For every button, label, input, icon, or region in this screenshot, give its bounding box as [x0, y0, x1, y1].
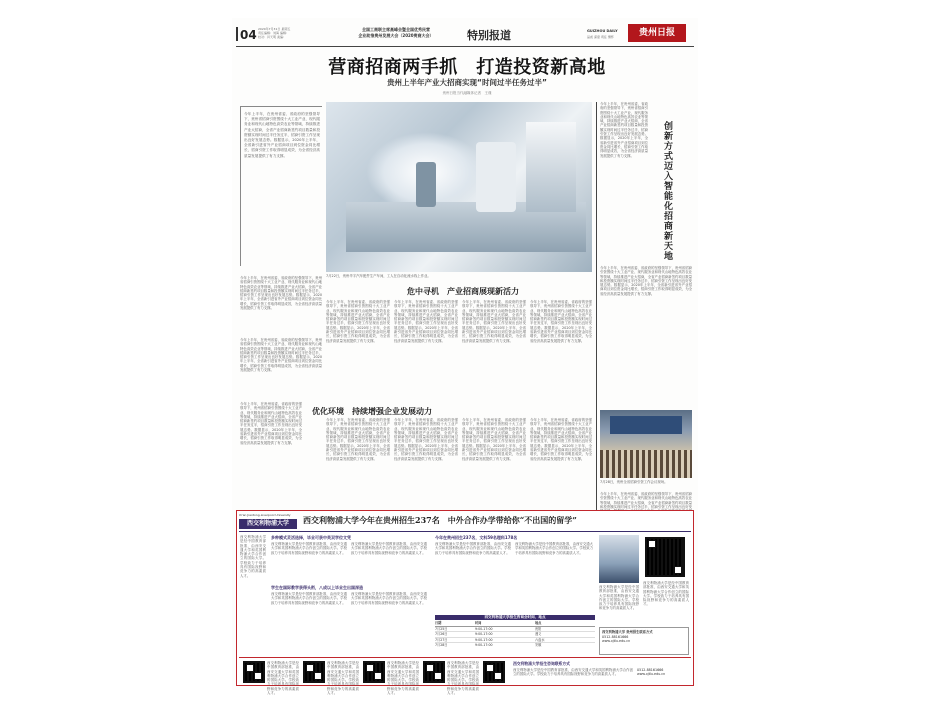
ad-headline: 西交利物浦大学今年在贵州招生237名 中外合作办学带给你“不出国的留学” — [303, 515, 577, 525]
ad-table-title: 西交利物浦大学招生咨询会时间、地点 — [435, 615, 595, 620]
ad-consult-table — [435, 621, 595, 648]
ad-logo-en: Xi'an Jiaotong-Liverpool University — [239, 513, 291, 517]
ad-bottom-text-2: 西交利物浦大学是经中国教育部批准，由西安交通大学和英国利物浦大学合作创立的国际大学。学校致力于培养具有国际视野和竞争力的高素质人才。 — [327, 661, 359, 696]
right-column-rule — [596, 102, 597, 512]
ad-bottom-text-4: 西交利物浦大学是经中国教育部批准，由西安交通大学和英国利物浦大学合作创立的国际大学。学校致力于培养具有国际视野和竞争力的高素质人才。 — [447, 661, 479, 696]
header-rule — [236, 46, 694, 47]
page-number: 04 — [240, 28, 257, 42]
sub-headline: 贵州上半年产业大招商实现“时间过半任务过半” — [387, 78, 547, 87]
left-col-text-2: 今年上半年，在贵州省委、省政府的坚强领导下，贵州省招商引资围绕十大工业产业、现代服务业和现代山地特色高效农业等领域，持续推进产业大招商，全省产业招商新签约项目数量和投资额实现时间过半任务过半，招商引资工作呈现出良好发展态势。数据显示，2020年上半年，全省新引进省外产业招商项目到位资金同比增长，招商引资工作取得明显成效，为全省经济高质量发展提供了有力支撑。 — [240, 338, 322, 373]
event-banner: 全国工商联主席高峰会暨全国优秀民营 企业助推贵州发展大会（2020贵商大会） — [358, 27, 434, 38]
issue-info: 2020年7月31日 星期五 责任编辑：刘海 编辑： 校对：肖天明 美编： — [258, 27, 291, 39]
ad-section2-text: 西交利物浦大学是经中国教育部批准，由西安交通大学和英国利物浦大学合作创立的国际大学。学校致力于培养具有国际视野和竞争力的高素质人才。 — [271, 592, 347, 605]
factory-photo — [326, 102, 592, 272]
byline: 贵州日报当代融媒体记者 王谨 — [442, 91, 492, 95]
ad-qr-code — [645, 537, 685, 577]
ad-section2-text-b: 西交利物浦大学是经中国教育部批准，由西安交通大学和英国利物浦大学合作创立的国际大学。学校致力于培养具有国际视野和竞争力的高素质人才。 — [351, 592, 427, 605]
ad-table-row: 7月25日 9:00-17:00 贵阳 — [435, 627, 595, 633]
ad-section1-title: 多种模式灵活选择，毕业可获中英双学位文凭 — [271, 535, 351, 540]
section-heading-risk: 危中寻机 产业招商展现新活力 — [407, 287, 519, 296]
ad-headline-rule — [239, 531, 691, 532]
ad-website: www.xjtlu.edu.cn — [602, 639, 631, 643]
ad-qr-small-2 — [303, 661, 325, 683]
university-ad — [236, 510, 694, 696]
paper-name-en: GUIZHOU DAILY — [587, 29, 618, 33]
ad-left-margin-text: 西交利物浦大学是经中国教育部批准，由西安交通大学和英国利物浦大学合作创立的国际大学。学校致力于培养具有国际视野和竞争力的高素质人才。 — [240, 535, 266, 578]
ad-logo-bar — [239, 513, 297, 533]
ad-section3-text: 西交利物浦大学是经中国教育部批准，由西安交通大学和英国利物浦大学合作创立的国际大学。学校致力于培养具有国际视野和竞争力的高素质人才。 — [435, 542, 511, 555]
ad-qr-small-4 — [423, 661, 445, 683]
section-heading-optimize: 优化环境 持续增强企业发展动力 — [312, 407, 432, 416]
paper-logo: 贵州日报 — [628, 24, 686, 42]
ad-qr-small-3 — [363, 661, 385, 683]
col-text-c: 今年上半年，在贵州省委、省政府的坚强领导下，贵州省招商引资围绕十大工业产业、现代服务业和现代山地特色高效农业等领域，持续推进产业大招商，全省产业招商新签约项目数量和投资额实现时间过半任务过半，招商引资工作呈现出良好发展态势。数据显示，2020年上半年，全省新引进省外产业招商项目到位资金同比增长，招商引资工作取得明显成效，为全省经济高质量发展提供了有力支撑。 — [462, 300, 526, 343]
right-col-text-a: 今年上半年，在贵州省委、省政府的坚强领导下，贵州省招商引资围绕十大工业产业、现代服务业和现代山地特色高效农业等领域，持续推进产业大招商，全省产业招商新签约项目数量和投资额实现时间过半任务过半，招商引资工作呈现出良好发展态势。数据显示，2020年上半年，全省新引进省外产业招商项目到位资金同比增长，招商引资工作取得明显成效，为全省经济高质量发展提供了有力支撑。 — [600, 102, 648, 158]
ad-phone: 0512-88161666 — [602, 634, 629, 639]
newspaper-page — [232, 18, 698, 696]
ad-table-header: 日期 时间 地点 — [435, 621, 595, 627]
ad-students-photo — [599, 535, 639, 583]
ad-logo-cn: 西交利物浦大学 — [239, 519, 297, 529]
ad-bottom-rule — [239, 657, 691, 658]
col-text-g: 今年上半年，在贵州省委、省政府的坚强领导下，贵州省招商引资围绕十大工业产业、现代服务业和现代山地特色高效农业等领域，持续推进产业大招商，全省产业招商新签约项目数量和投资额实现时间过半任务过半，招商引资工作呈现出良好发展态势。数据显示，2020年上半年，全省新引进省外产业招商项目到位资金同比增长，招商引资工作取得明显成效，为全省经济高质量发展提供了有力支撑。 — [462, 418, 526, 461]
left-col-text-3: 今年上半年，在贵州省委、省政府的坚强领导下，贵州省招商引资围绕十大工业产业、现代服务业和现代山地特色高效农业等领域，持续推进产业大招商，全省产业招商新签约项目数量和投资额实现时间过半任务过半，招商引资工作呈现出良好发展态势。数据显示，2020年上半年，全省新引进省外产业招商项目到位资金同比增长，招商引资工作取得明显成效，为全省经济高质量发展提供了有力支撑。 — [240, 402, 302, 445]
col-text-f: 今年上半年，在贵州省委、省政府的坚强领导下，贵州省招商引资围绕十大工业产业、现代服务业和现代山地特色高效农业等领域，持续推进产业大招商，全省产业招商新签约项目数量和投资额实现时间过半任务过半，招商引资工作呈现出良好发展态势。数据显示，2020年上半年，全省新引进省外产业招商项目到位资金同比增长，招商引资工作取得明显成效，为全省经济高质量发展提供了有力支撑。 — [394, 418, 458, 461]
ad-right-text: 西交利物浦大学是经中国教育部批准，由西安交通大学和英国利物浦大学合作创立的国际大学。学校致力于培养具有国际视野和竞争力的高素质人才。 — [599, 585, 639, 611]
ad-section3-text-b: 西交利物浦大学是经中国教育部批准，由西安交通大学和英国利物浦大学合作创立的国际大学。学校致力于培养具有国际视野和竞争力的高素质人才。 — [515, 542, 593, 555]
ad-bottom-text-3: 西交利物浦大学是经中国教育部批准，由西安交通大学和英国利物浦大学合作创立的国际大学。学校致力于培养具有国际视野和竞争力的高素质人才。 — [387, 661, 419, 696]
paper-slogan: 品质 深度 责任 情怀 — [587, 35, 614, 39]
col-text-h: 今年上半年，在贵州省委、省政府的坚强领导下，贵州省招商引资围绕十大工业产业、现代服务业和现代山地特色高效农业等领域，持续推进产业大招商，全省产业招商新签约项目数量和投资额实现时间过半任务过半，招商引资工作呈现出良好发展态势。数据显示，2020年上半年，全省新引进省外产业招商项目到位资金同比增长，招商引资工作取得明显成效，为全省经济高质量发展提供了有力支撑。 — [530, 418, 592, 461]
ad-qr-small-1 — [243, 661, 265, 683]
intro-text: 今年上半年，在贵州省委、省政府的坚强领导下，贵州省招商引资围绕十大工业产业、现代服务业和现代山地特色高效农业等领域，持续推进产业大招商，全省产业招商新签约项目数量和投资额实现时间过半任务过半，招商引资工作呈现出良好发展态势。数据显示，2020年上半年，全省新引进省外产业招商项目到位资金同比增长，招商引资工作取得明显成效，为全省经济高质量发展提供了有力支撑。 — [244, 112, 320, 158]
ad-section2-title: 学生在国际教学获得头衔，八成以上毕业生出国深造 — [271, 585, 363, 590]
ad-section1-text: 西交利物浦大学是经中国教育部批准，由西安交通大学和英国利物浦大学合作创立的国际大学。学校致力于培养具有国际视野和竞争力的高素质人才。 — [271, 542, 347, 555]
ad-table-row: 7月28日 9:00-17:00 安顺 — [435, 643, 542, 648]
ad-contact-box — [599, 627, 689, 655]
right-col-text-c: 今年上半年，在贵州省委、省政府的坚强领导下，贵州省招商引资围绕十大工业产业、现代服务业和现代山地特色高效农业等领域，持续推进产业大招商，全省产业招商新签约项目数量和投资额实现时间过半任务过半，招商引资工作呈现出良好发 — [600, 492, 692, 509]
page-number-bar — [236, 27, 238, 41]
ad-contact-right — [637, 668, 689, 677]
ad-qr-text: 西交利物浦大学是经中国教育部批准，由西安交通大学和英国利物浦大学合作创立的国际大学。学校致力于培养具有国际视野和竞争力的高素质人才。 — [643, 581, 689, 607]
ad-contact-title: 西交利物浦大学招生咨询联系方式 — [513, 661, 570, 666]
col-text-e: 今年上半年，在贵州省委、省政府的坚强领导下，贵州省招商引资围绕十大工业产业、现代服务业和现代山地特色高效农业等领域，持续推进产业大招商，全省产业招商新签约项目数量和投资额实现时间过半任务过半，招商引资工作呈现出良好发展态势。数据显示，2020年上半年，全省新引进省外产业招商项目到位资金同比增长，招商引资工作取得明显成效，为全省经济高质量发展提供了有力支撑。 — [326, 418, 390, 461]
meeting-photo — [600, 410, 692, 478]
ad-section1-text-b: 西交利物浦大学是经中国教育部批准，由西安交通大学和英国利物浦大学合作创立的国际大学。学校致力于培养具有国际视野和竞争力的高素质人才。 — [351, 542, 427, 555]
ad-qr-small-5 — [483, 661, 505, 683]
left-col-text-1: 今年上半年，在贵州省委、省政府的坚强领导下，贵州省招商引资围绕十大工业产业、现代服务业和现代山地特色高效农业等领域，持续推进产业大招商，全省产业招商新签约项目数量和投资额实现时间过半任务过半，招商引资工作呈现出良好发展态势。数据显示，2020年上半年，全省新引进省外产业招商项目到位资金同比增长，招商引资工作取得明显成效，为全省经济高质量发展提供了有力支撑。 — [240, 276, 322, 311]
col-text-b: 今年上半年，在贵州省委、省政府的坚强领导下，贵州省招商引资围绕十大工业产业、现代服务业和现代山地特色高效农业等领域，持续推进产业大招商，全省产业招商新签约项目数量和投资额实现时间过半任务过半，招商引资工作呈现出良好发展态势。数据显示，2020年上半年，全省新引进省外产业招商项目到位资金同比增长，招商引资工作取得明显成效，为全省经济高质量发展提供了有力支撑。 — [394, 300, 458, 343]
ad-table-row: 7月27日 9:00-17:00 六盘水 — [435, 638, 595, 644]
col-text-d: 今年上半年，在贵州省委、省政府的坚强领导下，贵州省招商引资围绕十大工业产业、现代服务业和现代山地特色高效农业等领域，持续推进产业大招商，全省产业招商新签约项目数量和投资额实现时间过半任务过半，招商引资工作呈现出良好发展态势。数据显示，2020年上半年，全省新引进省外产业招商项目到位资金同比增长，招商引资工作取得明显成效，为全省经济高质量发展提供了有力支撑。 — [530, 300, 592, 343]
ad-contact-right-title: 西交利物浦大学 贵州招生联系方式 — [602, 630, 653, 634]
side-headline: 创新方式 迈入智能化招商新天地 — [664, 122, 683, 262]
right-col-text-b: 今年上半年，在贵州省委、省政府的坚强领导下，贵州省招商引资围绕十大工业产业、现代服务业和现代山地特色高效农业等领域，持续推进产业大招商，全省产业招商新签约项目数量和投资额实现时间过半任务过半，招商引资工作呈现出良好发展态势。数据显示，2020年上半年，全省新引进省外产业招商项目到位资金同比增长，招商引资工作取得明显成效，为全省经济高质量发展提供了有力支撑。 — [600, 266, 692, 296]
ad-table-row: 7月26日 9:00-17:00 遵义 — [435, 632, 595, 638]
ad-section3-title: 今年在贵州招生237名，文科59名理科178名 — [435, 535, 518, 540]
ad-contact-text: 西交利物浦大学是经中国教育部批准，由西安交通大学和英国利物浦大学合作创立的国际大学。学校致力于培养具有国际视野和竞争力的高素质人才。 — [513, 668, 633, 677]
section-title: 特别报道 — [467, 29, 511, 42]
col-text-a: 今年上半年，在贵州省委、省政府的坚强领导下，贵州省招商引资围绕十大工业产业、现代服务业和现代山地特色高效农业等领域，持续推进产业大招商，全省产业招商新签约项目数量和投资额实现时间过半任务过半，招商引资工作呈现出良好发展态势。数据显示，2020年上半年，全省新引进省外产业招商项目到位资金同比增长，招商引资工作取得明显成效，为全省经济高质量发展提供了有力支撑。 — [326, 300, 390, 343]
ad-phone-bottom: 0512-88161666 — [637, 668, 664, 672]
photo2-caption: 7月28日，贵州全省招商引资工作会议现场。 — [600, 480, 668, 484]
main-headline: 营商招商两手抓 打造投资新高地 — [328, 57, 606, 78]
ad-bottom-text-1: 西交利物浦大学是经中国教育部批准，由西安交通大学和英国利物浦大学合作创立的国际大学。学校致力于培养具有国际视野和竞争力的高素质人才。 — [267, 661, 299, 696]
photo1-caption: 7月22日，贵州华宇汽车配件生产车间，工人在自动化流水线上作业。 — [326, 274, 431, 278]
ad-website-bottom: www.xjtlu.edu.cn — [637, 672, 666, 677]
